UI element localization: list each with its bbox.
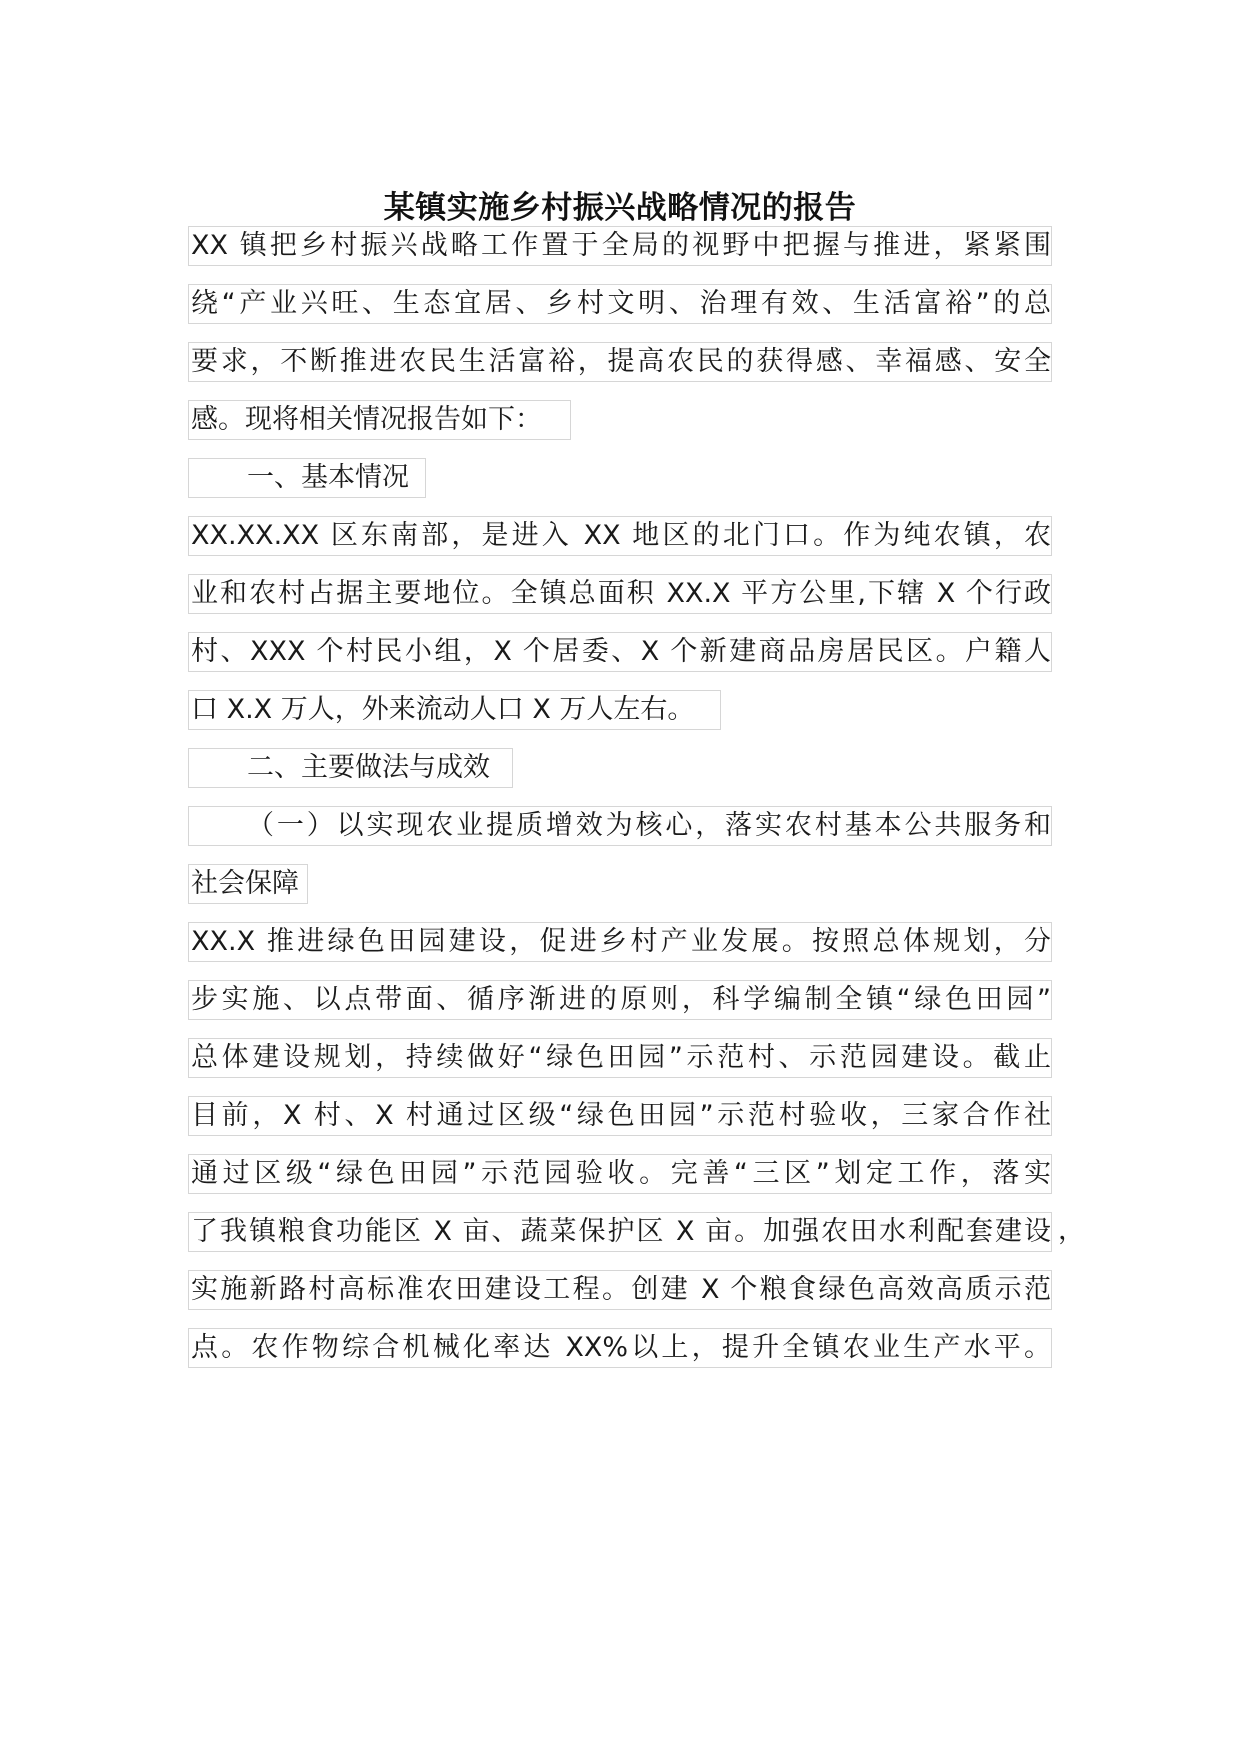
paragraph-line: 绕“产业兴旺、生态宜居、乡村文明、治理有效、生活富裕”的总 [188, 284, 1052, 324]
section-heading: 一、基本情况 [188, 458, 426, 498]
paragraph-line: 点。农作物综合机械化率达 XX%以上，提升全镇农业生产水平。 [188, 1328, 1052, 1368]
paragraph-line: 步实施、以点带面、循序渐进的原则，科学编制全镇“绿色田园” [188, 980, 1052, 1020]
section-heading: 二、主要做法与成效 [188, 748, 513, 788]
paragraph-line: XX.X 推进绿色田园建设，促进乡村产业发展。按照总体规划，分 [188, 922, 1052, 962]
subsection-heading: （一）以实现农业提质增效为核心，落实农村基本公共服务和 [188, 806, 1052, 846]
paragraph-line: XX 镇把乡村振兴战略工作置于全局的视野中把握与推进，紧紧围 [188, 226, 1052, 266]
paragraph-line: 总体建设规划，持续做好“绿色田园”示范村、示范园建设。截止 [188, 1038, 1052, 1078]
overflow-comma: ， [1058, 1215, 1085, 1246]
paragraph-line: 通过区级“绿色田园”示范园验收。完善“三区”划定工作，落实 [188, 1154, 1052, 1194]
paragraph-line: 实施新路村高标准农田建设工程。创建 X 个粮食绿色高效高质示范 [188, 1270, 1052, 1310]
paragraph-line: 口 X.X 万人，外来流动人口 X 万人左右。 [188, 690, 721, 730]
paragraph-line: XX.XX.XX 区东南部，是进入 XX 地区的北门口。作为纯农镇，农 [188, 516, 1052, 556]
document-title: 某镇实施乡村振兴战略情况的报告 [383, 190, 857, 226]
paragraph-line: 村、XXX 个村民小组，X 个居委、X 个新建商品房居民区。户籍人 [188, 632, 1052, 672]
subsection-heading: 社会保障 [188, 864, 308, 904]
paragraph-line: 感。现将相关情况报告如下： [188, 400, 571, 440]
paragraph-line: 要求，不断推进农民生活富裕，提高农民的获得感、幸福感、安全 [188, 342, 1052, 382]
paragraph-line: 目前，X 村、X 村通过区级“绿色田园”示范村验收，三家合作社 [188, 1096, 1052, 1136]
paragraph-line: 了我镇粮食功能区 X 亩、蔬菜保护区 X 亩。加强农田水利配套建设 [188, 1212, 1052, 1252]
paragraph-line: 业和农村占据主要地位。全镇总面积 XX.X 平方公里,下辖 X 个行政 [188, 574, 1052, 614]
